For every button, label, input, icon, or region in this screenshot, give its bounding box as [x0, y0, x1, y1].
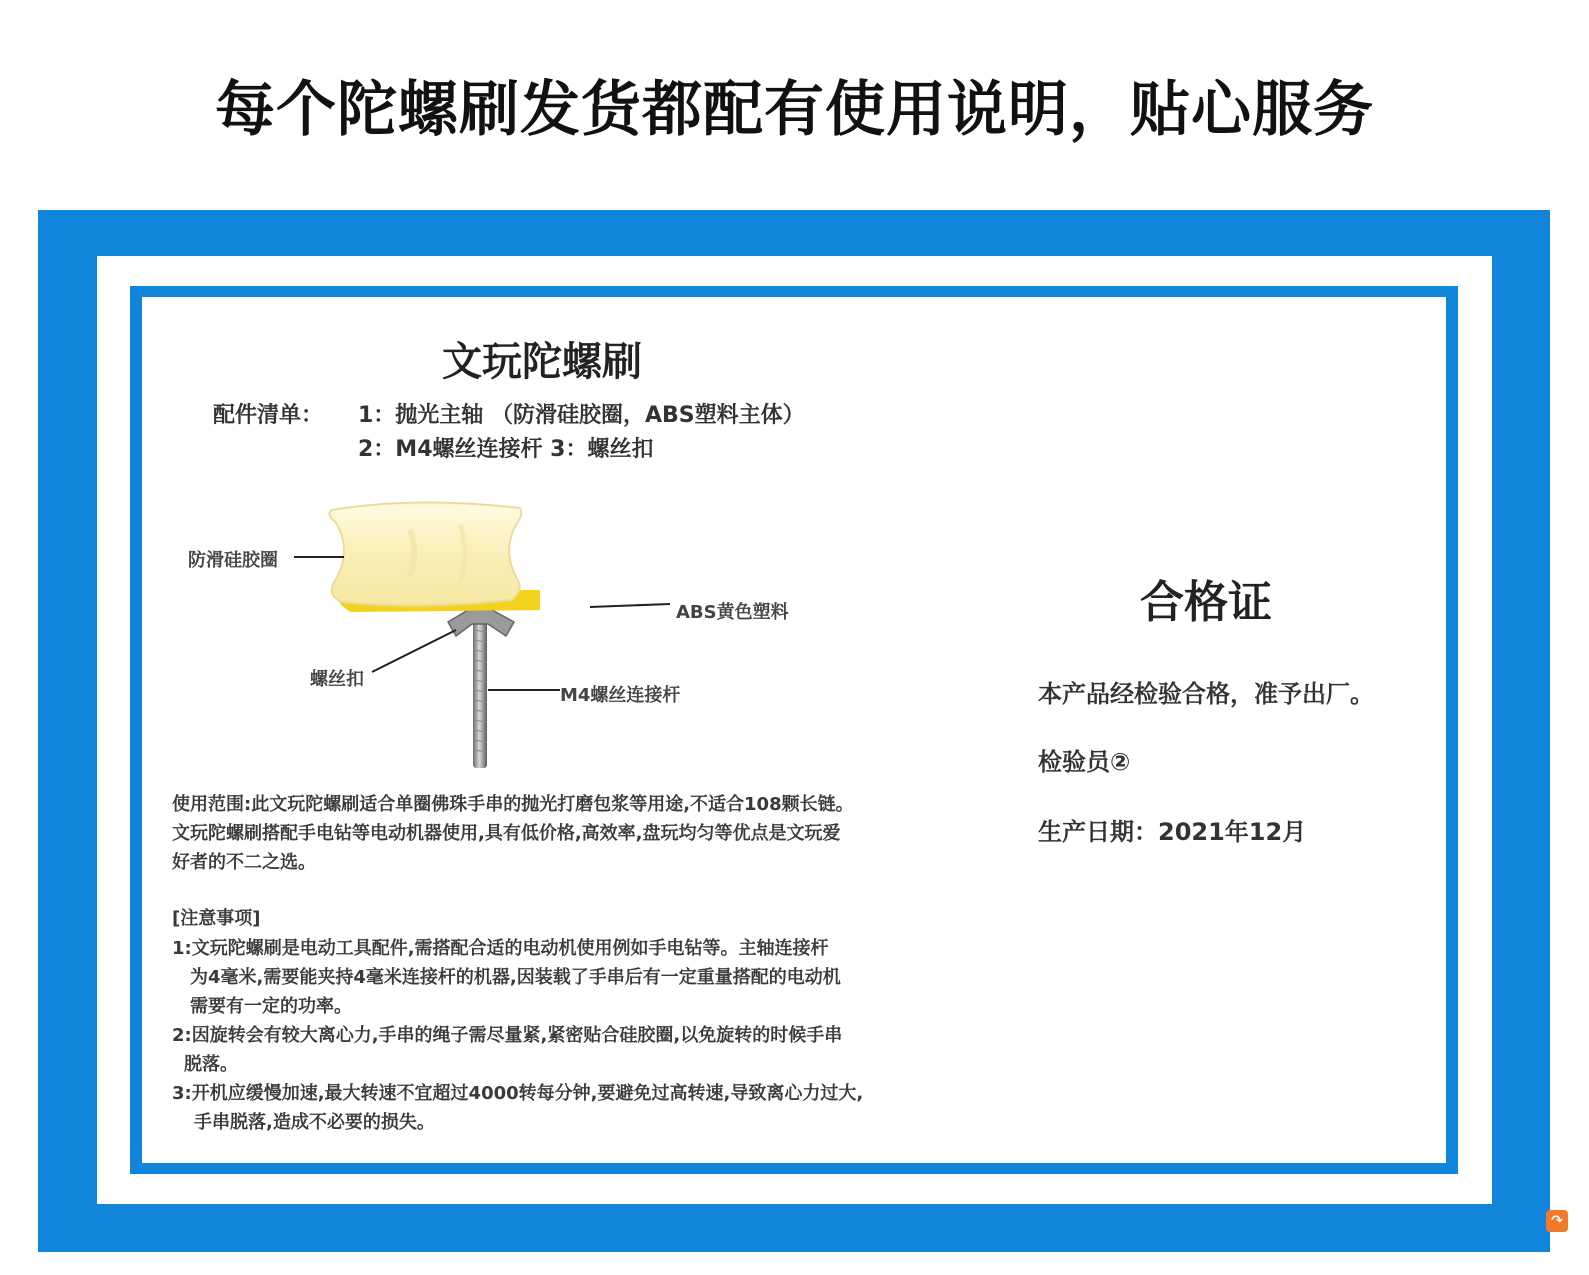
- note-1: [172, 934, 982, 1021]
- label-silicone-ring: 防滑硅胶圈: [188, 550, 278, 571]
- certificate-date: 生产日期：2021年12月: [1038, 818, 1307, 846]
- note-line: 1:文玩陀螺刷是电动工具配件,需搭配合适的电动机使用例如手电钻等。主轴连接杆: [172, 938, 829, 959]
- certificate-inspector: 检验员②: [1038, 748, 1131, 776]
- headline: 每个陀螺刷发货都配有使用说明，贴心服务: [215, 75, 1374, 145]
- note-line: 需要有一定的功率。: [190, 996, 352, 1017]
- label-wing-nut: 螺丝扣: [310, 669, 364, 690]
- note-line: 手串脱落,造成不必要的损失。: [194, 1112, 435, 1133]
- product-title: 文玩陀螺刷: [442, 339, 642, 385]
- usage-line: 使用范围:此文玩陀螺刷适合单圈佛珠手串的抛光打磨包浆等用途,不适合108颗长链。: [172, 794, 854, 815]
- parts-list-line-1: 1：抛光主轴 （防滑硅胶圈，ABS塑料主体）: [358, 403, 805, 428]
- parts-list-line-2: 2：M4螺丝连接杆 3：螺丝扣: [358, 437, 654, 462]
- parts-list-label: 配件清单：: [213, 403, 324, 428]
- notes-title: [注意事项]: [172, 908, 261, 929]
- callout-line-nut: [372, 630, 456, 672]
- note-line: 2:因旋转会有较大离心力,手串的绳子需尽量紧,紧密贴合硅胶圈,以免旋转的时候手串: [172, 1025, 843, 1046]
- certificate-title: 合格证: [1140, 577, 1272, 628]
- usage-paragraph: [172, 790, 992, 877]
- label-abs-plastic: ABS黄色塑料: [676, 602, 789, 623]
- usage-line: 好者的不二之选。: [172, 852, 316, 873]
- note-line: 为4毫米,需要能夹持4毫米连接杆的机器,因装载了手串后有一定重量搭配的电动机: [190, 967, 841, 988]
- note-2: [172, 1021, 982, 1079]
- note-line: 3:开机应缓慢加速,最大转速不宜超过4000转每分钟,要避免过高转速,导致离心力过大,: [172, 1083, 864, 1104]
- app-badge-icon[interactable]: ↷: [1546, 1210, 1568, 1232]
- note-line: 脱落。: [184, 1054, 238, 1075]
- note-3: [172, 1079, 982, 1137]
- callout-line-abs-svg: [590, 600, 670, 614]
- label-rod: M4螺丝连接杆: [560, 685, 681, 706]
- certificate-statement: 本产品经检验合格，准予出厂。: [1038, 680, 1374, 708]
- usage-line: 文玩陀螺刷搭配手电钻等电动机器使用,具有低价格,高效率,盘玩均匀等优点是文玩爱: [172, 823, 841, 844]
